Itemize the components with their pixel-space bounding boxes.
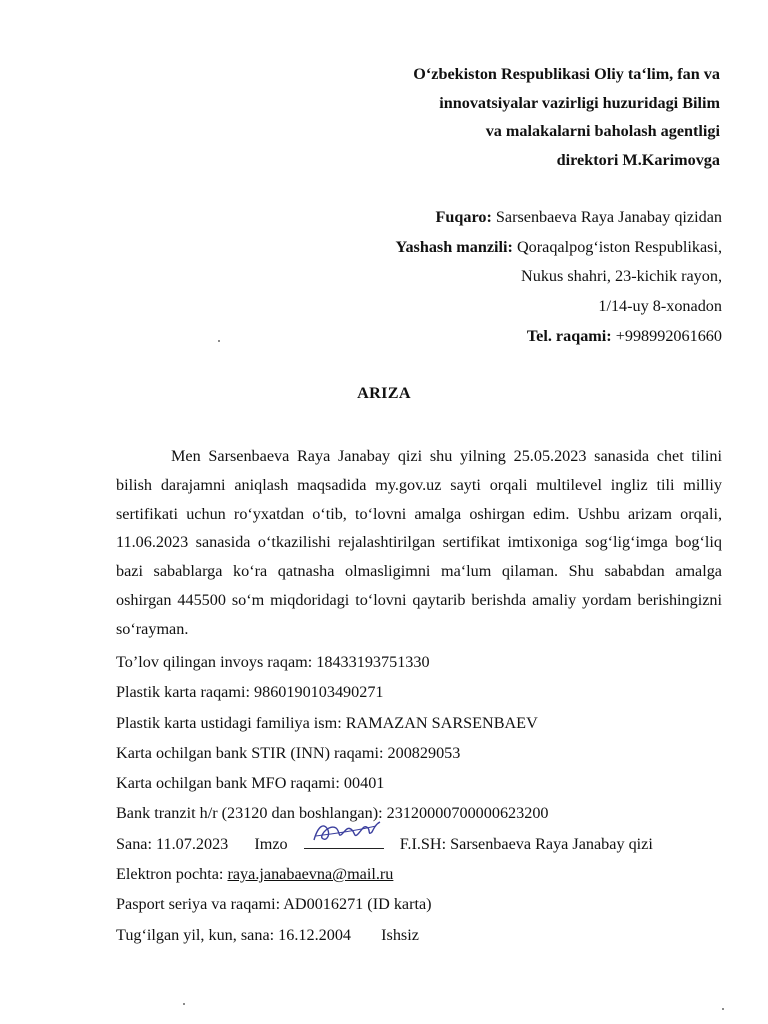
applicant-address-row [396, 233, 722, 263]
addressee-line: direktori M.Karimovga [556, 150, 720, 169]
handwritten-signature [310, 816, 382, 846]
bank-inn-line: Karta ochilgan bank STIR (INN) raqami: 200829053 [116, 743, 461, 762]
bank-mfo-line: Karta ochilgan bank MFO raqami: 00401 [116, 774, 385, 793]
name-label: Fuqaro: [435, 208, 492, 226]
card-holder-line: Plastik karta ustidagi familiya ism: RAMAZAN SARSENBAEV [116, 713, 538, 732]
applicant-phone-row [396, 322, 722, 352]
birth-status-line [116, 920, 653, 950]
date-signature-line [116, 829, 653, 859]
email-label: Elektron pochta: [116, 865, 224, 884]
applicant-block [396, 203, 722, 352]
document-title: ARIZA [357, 384, 411, 402]
address-line-1: Qoraqalpog‘iston Respublikasi, [516, 237, 722, 256]
phone-value: +998992061660 [615, 326, 722, 345]
phone-label: Tel. raqami: [526, 326, 612, 345]
email-link[interactable]: raya.janabaevna@mail.ru [227, 865, 394, 884]
signature-label: Imzo [254, 834, 288, 853]
signature-line [304, 832, 384, 849]
address-label: Yashash manzili: [395, 237, 513, 256]
scan-speck [183, 1003, 185, 1005]
scan-speck [722, 1008, 724, 1010]
email-line [116, 859, 653, 889]
info-block [116, 647, 653, 950]
transit-account-line: Bank tranzit h/r (23120 dan boshlangan): 23120000700000623200 [116, 804, 549, 823]
addressee-line: innovatsiyalar vazirligi huzuridagi Bilim [439, 93, 720, 112]
passport-line: Pasport seriya va raqami: AD0016271 (ID karta) [116, 895, 432, 914]
fio-text: F.I.SH: Sarsenbaeva Raya Janabay qizi [399, 834, 653, 853]
date-text: Sana: 11.07.2023 [116, 834, 229, 853]
applicant-name-row [396, 203, 722, 233]
address-line-3: 1/14-uy 8-xonadon [598, 297, 722, 316]
addressee-block [413, 60, 720, 174]
body-paragraph [116, 442, 722, 644]
addressee-line: va malakalarni baholash agentligi [485, 122, 720, 141]
scan-speck [218, 340, 220, 342]
card-number-line: Plastik karta raqami: 9860190103490271 [116, 683, 384, 702]
employment-status: Ishsiz [381, 925, 419, 944]
address-line-2: Nukus shahri, 23-kichik rayon, [521, 267, 722, 286]
name-value: Sarsenbaeva Raya Janabay qizidan [495, 208, 722, 226]
invoice-line: To’lov qilingan invoys raqam: 18433193751330 [116, 653, 430, 671]
addressee-line: O‘zbekiston Respublikasi Oliy ta‘lim, fan va [413, 65, 720, 83]
birth-text: Tug‘ilgan yil, kun, sana: 16.12.2004 [116, 925, 352, 944]
body-text: Men Sarsenbaeva Raya Janabay qizi shu yilning 25.05.2023 sanasida chet tilini bilish darajamni aniqlash maqsadida my.gov.uz sayti orqali multilevel ingliz tili milliy sertifikati uchun ro‘yxatdan o‘tib, to‘lovni amalga oshirgan edim. Ushbu arizam orqali, 11.06.2023 sanasida o‘tkazilishi rejalashtirilgan sertifikat imtixoniga sog‘lig‘imga bog‘liq bazi sabablarga ko‘ra qatnasha olmasligimni ma‘lum qilaman. Shu sababdan amalga oshirgan 445500 so‘m miqdoridagi to‘lovni qaytarib berishda amaliy yordam berishingizni so‘rayman. [116, 447, 722, 638]
